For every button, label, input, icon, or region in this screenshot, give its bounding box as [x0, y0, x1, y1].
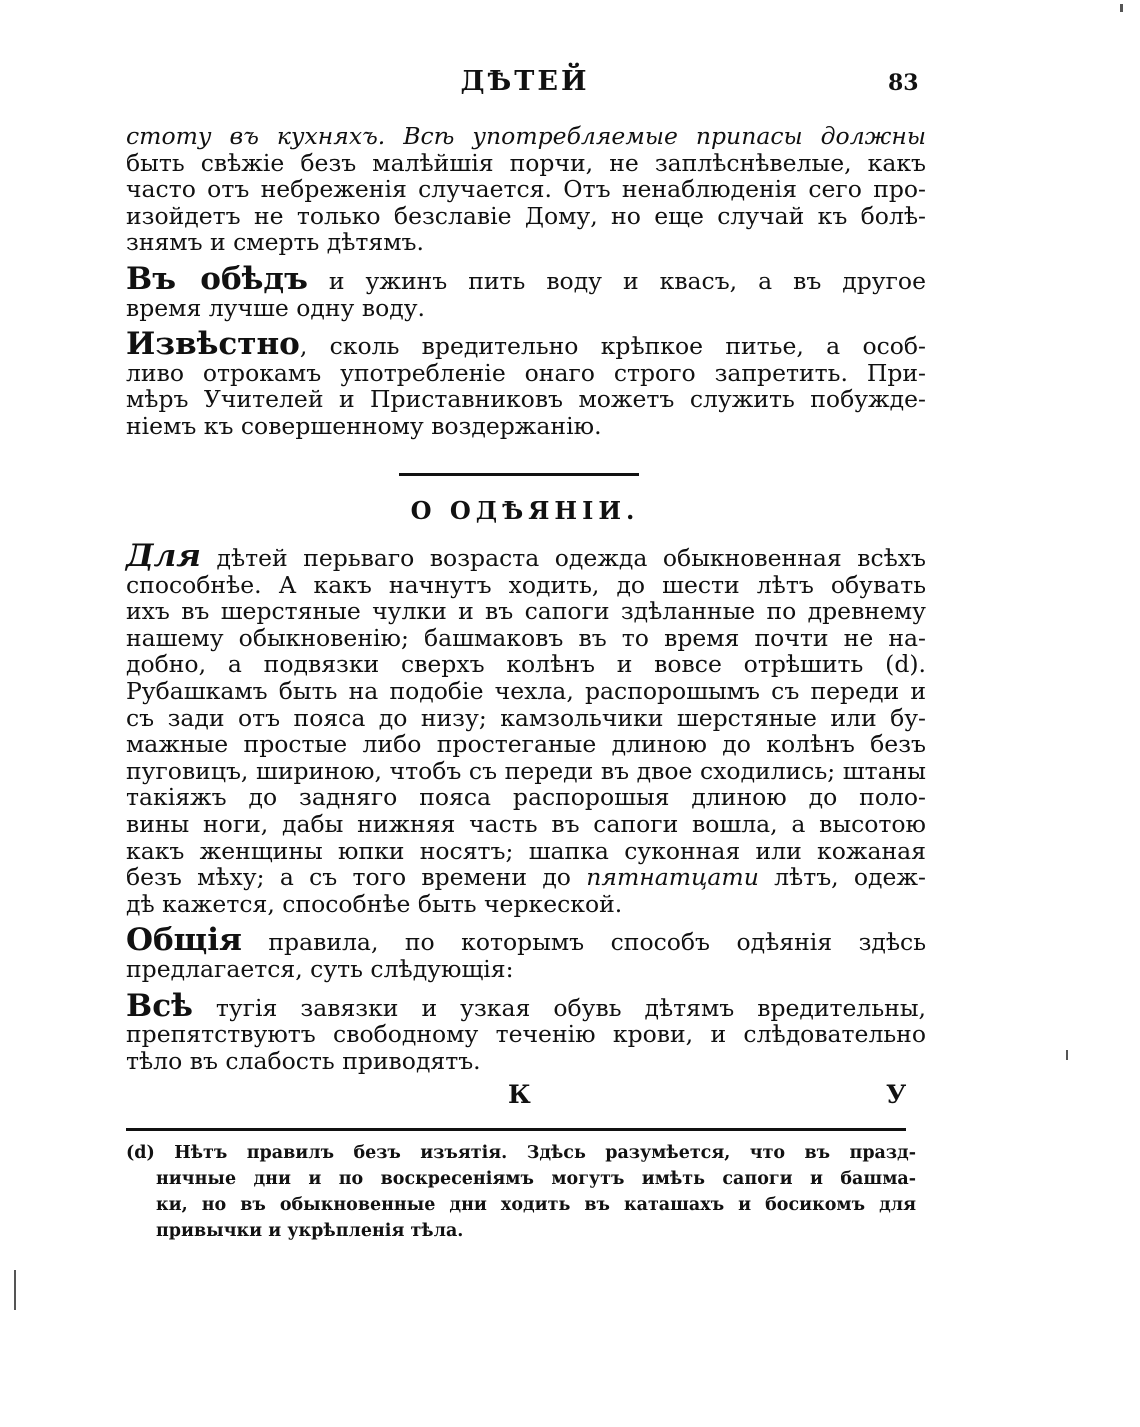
running-head — [0, 66, 1140, 106]
footnote-line: ничные дни и по воскресеніямъ могутъ имѣть сапоги и башма- — [156, 1169, 916, 1189]
text-line: ливо отрокамъ употребленіе онаго строго запретить. При- — [126, 358, 926, 387]
scan-edge-line — [14, 1270, 16, 1310]
text-line — [126, 922, 926, 959]
text-line: тѣло въ слабость приводятъ. — [126, 1046, 481, 1075]
line-rest: и ужинъ пить воду и квасъ, а въ другое — [328, 266, 926, 295]
lead-word: Всѣ — [126, 987, 193, 1024]
italic-word: стоту въ кухняхъ. Всѣ употребляемые припасы должны — [126, 122, 926, 150]
line-rest: дѣтей перьваго возраста одежда обыкновенная всѣхъ — [216, 544, 926, 572]
paragraph-general-rules — [126, 922, 926, 983]
paragraph-continuation — [126, 123, 926, 256]
text-line: препятствуютъ свободному теченію крови, и слѣдовательно — [126, 1020, 926, 1049]
section-text-block — [126, 538, 926, 1075]
text-line: мѣръ Учителей и Приставниковъ можетъ служить побужде- — [126, 385, 926, 414]
text-line: Рубашкамъ быть на подобіе чехла, распорошымъ съ переди и — [126, 676, 926, 705]
line-rest: правила, по которымъ способъ одѣянія здѣсь — [268, 928, 926, 957]
line-rest: , сколь вредительно крѣпкое питье, а особ- — [299, 332, 926, 361]
catch-row — [126, 1080, 926, 1110]
lead-word: Общія — [126, 922, 242, 959]
line-end: лѣтъ, одеж- — [774, 863, 926, 892]
text-line: такіяжъ до задняго пояса распорошыя длиною до поло- — [126, 783, 926, 812]
section-heading: О ОДѢЯНІИ. — [410, 496, 640, 525]
top-text-block — [126, 123, 926, 440]
text-line — [126, 864, 926, 891]
text-line: вины ноги, дабы нижняя часть въ сапоги вошла, а высотою — [126, 809, 926, 838]
page-number: 83 — [888, 70, 919, 96]
text-line — [126, 987, 926, 1024]
text-line: дѣ кажется, способнѣе быть черкеской. — [126, 889, 623, 918]
text-line: способнѣе. А какъ начнутъ ходить, до шести лѣтъ обувать — [126, 570, 926, 599]
signature-mark: К — [508, 1080, 531, 1109]
paragraph-tight-ties — [126, 987, 926, 1075]
scan-speck — [1066, 1050, 1068, 1060]
text-line: добно, а подвязки сверхъ колѣнъ и вовсе отрѣшить (d). — [126, 650, 926, 679]
lead-word: Для — [126, 538, 201, 574]
italic-word: пятнатцати — [586, 863, 759, 892]
footnote — [126, 1140, 916, 1244]
line-rest: тугія завязки и узкая обувь дѣтямъ вредительны, — [215, 993, 926, 1022]
text-line — [126, 538, 926, 574]
section-divider — [399, 473, 639, 476]
text-line: быть свѣжіе безъ малѣйшія порчи, не заплѣснѣвелые, какъ — [126, 148, 926, 177]
text-line — [126, 326, 926, 363]
lead-word: Въ обѣдъ — [126, 260, 308, 297]
footnote-line: привычки и укрѣпленія тѣла. — [156, 1221, 464, 1241]
paragraph-strong-drink — [126, 326, 926, 440]
line-start: безъ мѣху; а съ того времени до — [126, 863, 571, 892]
text-line: ніемъ къ совершенному воздержанію. — [126, 411, 602, 440]
text-line: мажные простые либо простеганые длиною до колѣнъ безъ — [126, 730, 926, 759]
text-line: знямъ и смерть дѣтямъ. — [126, 228, 424, 257]
paragraph-drinks — [126, 260, 926, 322]
catchword: У — [886, 1080, 907, 1109]
text-line: часто отъ небреженія случается. Отъ ненаблюденія сего про- — [126, 175, 926, 204]
footnote-line: (d) Нѣтъ правилъ безъ изъятія. Здѣсь разумѣется, что въ празд- — [126, 1143, 916, 1163]
footnote-rule — [126, 1128, 906, 1131]
text-line — [126, 123, 926, 150]
lead-word: Извѣстно — [126, 326, 300, 363]
scan-speck — [1120, 4, 1123, 12]
text-line: какъ женщины юпки носятъ; шапка суконная или кожаная — [126, 836, 926, 865]
paragraph-clothing — [126, 538, 926, 918]
text-line: нашему обыкновенію; башмаковъ въ то время почти не на- — [126, 623, 926, 652]
text-line — [126, 260, 926, 297]
running-title: ДѢТЕЙ — [460, 66, 590, 97]
footnote-line: ки, но въ обыкновенные дни ходить въ каташахъ и босикомъ для — [156, 1195, 916, 1215]
text-line: время лучше одну воду. — [126, 293, 425, 322]
text-line: съ зади отъ пояса до низу; камзольчики шерстяные или бу- — [126, 703, 926, 732]
text-line: ихъ въ шерстяные чулки и въ сапоги здѣланные по древнему — [126, 597, 926, 626]
text-line: пуговицъ, шириною, чтобъ съ переди въ двое сходились; штаны — [126, 756, 926, 785]
text-line: предлагается, суть слѣдующія: — [126, 954, 514, 983]
text-line: изойдетъ не только безславіе Дому, но еще случай къ болѣ- — [126, 201, 926, 230]
